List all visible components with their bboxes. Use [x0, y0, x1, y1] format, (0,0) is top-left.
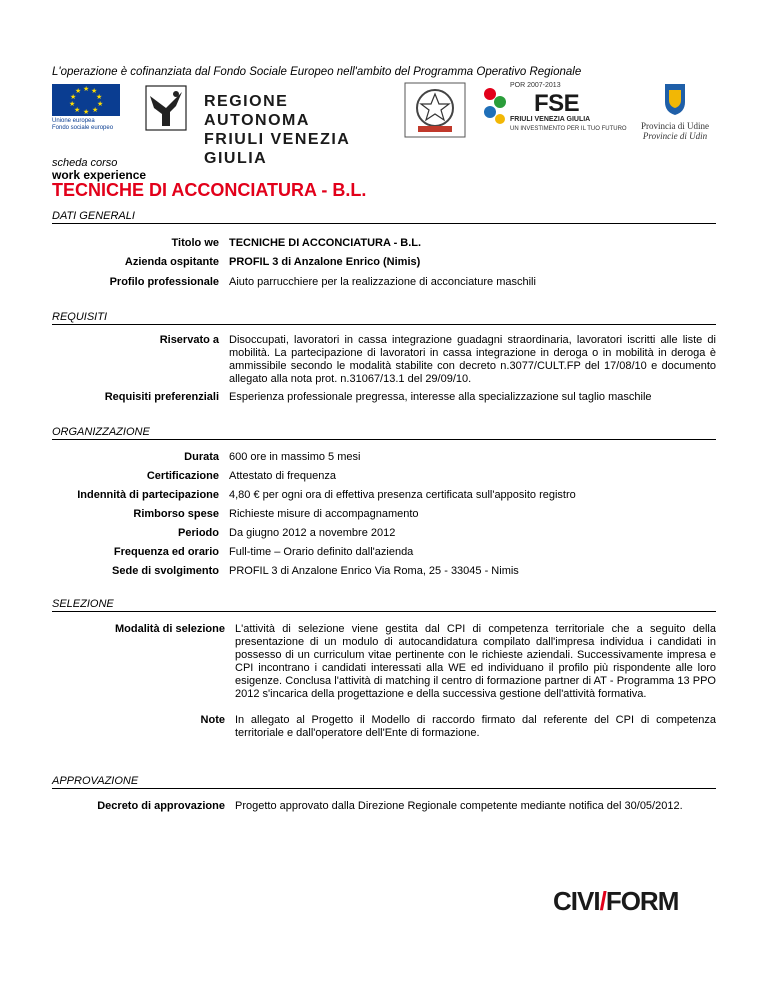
regione-fvg-wordmark: REGIONE AUTONOMA FRIULI VENEZIA GIULIA	[204, 93, 350, 167]
field-value: PROFIL 3 di Anzalone Enrico (Nimis)	[229, 256, 421, 268]
page-title: TECNICHE DI ACCONCIATURA - B.L.	[52, 180, 367, 200]
eagle-icon	[140, 82, 192, 134]
repubblica-emblem	[404, 82, 466, 138]
section-approvazione: APPROVAZIONE	[52, 775, 716, 789]
field-label: Rimborso spese	[133, 508, 219, 520]
field-label: Durata	[184, 451, 219, 463]
field-label: Periodo	[178, 527, 219, 539]
section-selezione: SELEZIONE	[52, 598, 716, 612]
field-label: Riservato a	[159, 334, 219, 346]
provincia-udine-logo: Provincia di Udine Provincie di Udin	[634, 82, 716, 142]
civiform-logo: CIVI/FORM	[553, 886, 679, 916]
course-type: work experience	[52, 168, 147, 182]
field-value: Aiuto parrucchiere per la realizzazione di acconciature maschili	[229, 276, 536, 288]
field-label: Titolo we	[171, 237, 219, 249]
field-value: 4,80 € per ogni ora di effettiva presenza certificata sull'apposito registro	[229, 489, 576, 501]
shield-icon	[663, 82, 687, 116]
cofinancing-note: L'operazione è cofinanziata dal Fondo Sociale Europeo nell'ambito del Programma Operativo Regionale	[52, 66, 582, 78]
field-value: L'attività di selezione viene gestita dal CPI di competenza territoriale che a seguito della presentazione di un modulo di autocandidatura compilato dall'impresa individua i candidati in possesso di un curriculum vitae pertinente con le richieste aziendali. Successivamente impresa e CPI incontrano i candidati interessati alla WE ed individuano il profilo più rispondente alle loro esigenze. Conclusa l'attività di matching il centro di formazione partner di AT - Programma 13 PPO 2012 s'incarica della progettazione e della successiva gestione dell'attività formativa.	[235, 623, 716, 700]
fse-swirl-icon	[482, 86, 508, 126]
eu-logo	[52, 84, 124, 132]
field-value: Disoccupati, lavoratori in cassa integrazione guadagni straordinaria, lavoratori iscritti alle liste di mobilità. La partecipazione di lavoratori in cassa integrazione in deroga o in mobilità in deroga è ammissibile secondo le modalità stabilite con decreto n.3077/CULT.FP del 17/08/10 e documento allegato alla nota prot. n.31067/13.1 del 29/09/10.	[229, 334, 716, 385]
section-dati-generali: DATI GENERALI	[52, 210, 716, 224]
field-value: Attestato di frequenza	[229, 470, 337, 482]
field-label: Sede di svolgimento	[112, 565, 219, 577]
field-value: 600 ore in massimo 5 mesi	[229, 451, 361, 463]
field-label: Requisiti preferenziali	[104, 391, 219, 403]
section-requisiti: REQUISITI	[52, 311, 716, 325]
field-label: Decreto di approvazione	[97, 800, 225, 812]
field-label: Indennità di partecipazione	[77, 489, 219, 501]
field-label: Modalità di selezione	[114, 623, 225, 635]
eu-caption: Unione europea Fondo sociale europeo	[52, 118, 114, 131]
field-value: PROFIL 3 di Anzalone Enrico Via Roma, 25 - 33045 - Nimis	[229, 565, 519, 577]
field-label: Frequenza ed orario	[113, 546, 219, 558]
field-value: In allegato al Progetto il Modello di raccordo firmato dal referente del CPI di competenza territoriale e dall'operatore dell'Ente di formazione.	[235, 714, 716, 739]
scheda-label: scheda corso	[52, 157, 118, 169]
field-value: TECNICHE DI ACCONCIATURA - B.L.	[229, 237, 422, 249]
field-value: Full-time – Orario definito dall'azienda	[229, 546, 414, 558]
logo-accent: /	[599, 886, 606, 916]
fse-logo: POR 2007-2013 FSE FRIULI VENEZIA GIULIA UN INVESTIMENTO PER IL TUO FUTURO	[482, 82, 592, 138]
field-value: Esperienza professionale pregressa, interesse alla specializzazione sul taglio maschile	[229, 391, 652, 403]
regione-fvg-logo	[138, 82, 378, 167]
eu-flag-icon: ★ ★ ★ ★ ★ ★ ★ ★ ★ ★	[52, 84, 120, 116]
field-label: Azienda ospitante	[124, 256, 219, 268]
field-label: Profilo professionale	[109, 276, 219, 288]
field-value: Progetto approvato dalla Direzione Regionale competente mediante notifica del 30/05/2012.	[235, 800, 683, 812]
star-emblem-icon	[404, 82, 466, 138]
field-label: Note	[200, 714, 225, 726]
field-value: Da giugno 2012 a novembre 2012	[229, 527, 396, 539]
field-value: Richieste misure di accompagnamento	[229, 508, 419, 520]
field-label: Certificazione	[146, 470, 219, 482]
section-organizzazione: ORGANIZZAZIONE	[52, 426, 716, 440]
